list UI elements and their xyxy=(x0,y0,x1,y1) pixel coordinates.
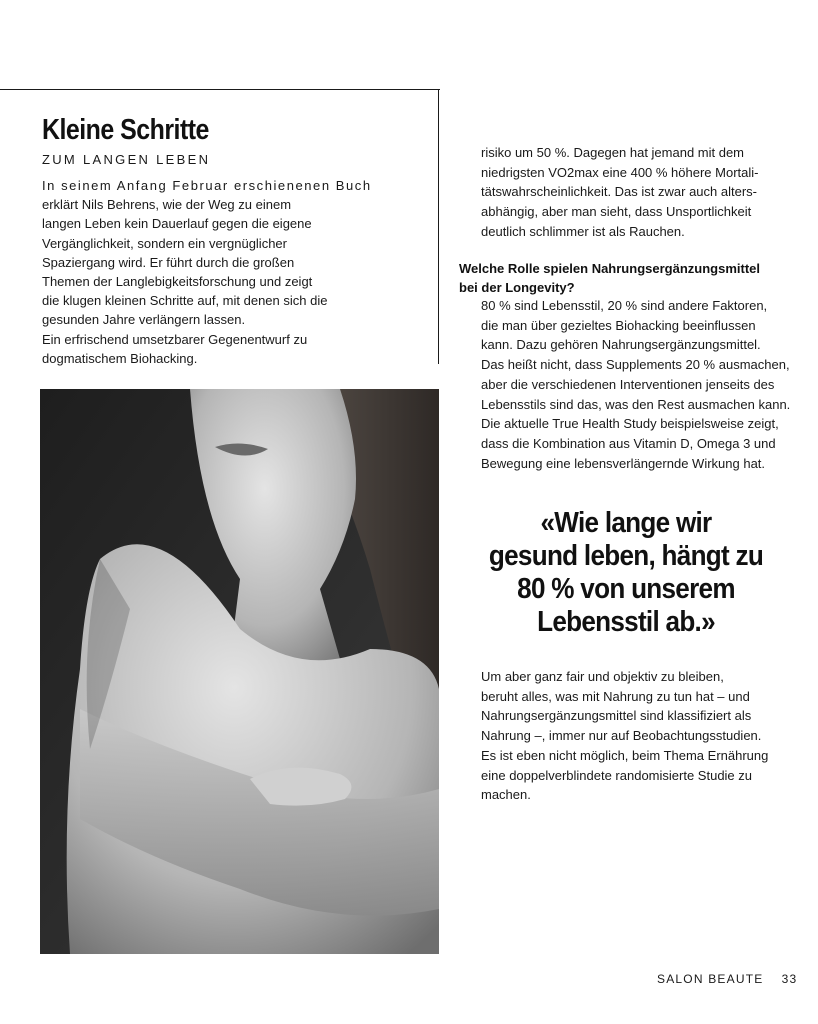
text-line: aber die verschiedenen Interventionen jenseits des xyxy=(481,376,775,392)
text-line: Um aber ganz fair und objektiv zu bleiben, xyxy=(481,669,724,684)
pull-quote-line: 80 % von unserem xyxy=(517,573,735,605)
pull-quote-line: Lebensstil ab.» xyxy=(537,606,715,638)
text-line: risiko um 50 %. Dagegen hat jemand mit dem xyxy=(481,145,745,160)
magazine-name: SALON BEAUTE xyxy=(657,972,764,986)
book-box-intro xyxy=(42,176,402,368)
box-side-rule xyxy=(438,89,439,364)
intro-line: erklärt Nils Behrens, wie der Weg zu einem xyxy=(42,197,292,213)
pull-quote xyxy=(446,507,806,639)
page-number: 33 xyxy=(781,972,798,986)
text-line: tätswahrscheinlichkeit. Das ist zwar auch alters- xyxy=(481,184,757,200)
woman-portrait-icon xyxy=(40,389,439,954)
page-footer xyxy=(657,972,797,986)
text-line: Nahrung –, immer nur auf Beobachtungsstudien. xyxy=(481,728,762,744)
text-line: abhängig, aber man sieht, dass Unsportlichkeit xyxy=(481,204,752,220)
text-line: Nahrungsergänzungsmittel sind klassifiziert als xyxy=(481,708,752,724)
book-box-title: Kleine Schritte xyxy=(42,114,209,146)
article-column-a xyxy=(481,143,811,242)
text-line: kann. Dazu gehören Nahrungsergänzungsmittel. xyxy=(481,337,761,353)
intro-line: die klugen kleinen Schritte auf, mit denen sich die xyxy=(42,293,328,309)
intro-line: gesunden Jahre verlängern lassen. xyxy=(42,312,246,328)
text-line: Das heißt nicht, dass Supplements 20 % ausmachen, xyxy=(481,357,790,373)
intro-line: Vergänglichkeit, sondern ein vergnüglicher xyxy=(42,235,287,251)
text-line: Die aktuelle True Health Study beispielsweise zeigt, xyxy=(481,416,779,432)
book-box-subtitle: ZUM LANGEN LEBEN xyxy=(42,152,211,167)
pull-quote-line: «Wie lange wir xyxy=(540,507,712,539)
pull-quote-line: gesund leben, hängt zu xyxy=(488,540,764,572)
text-line: dass die Kombination aus Vitamin D, Omega 3 und xyxy=(481,435,776,451)
intro-line: Themen der Langlebigkeitsforschung und zeigt xyxy=(42,274,313,290)
text-line: Es ist eben nicht möglich, beim Thema Ernährung xyxy=(481,747,769,763)
text-line: eine doppelverblindete randomisierte Studie zu xyxy=(481,767,753,783)
box-top-rule xyxy=(0,89,440,90)
intro-line: In seinem Anfang Februar erschienenen Buch xyxy=(42,178,372,193)
text-line: deutlich schlimmer ist als Rauchen. xyxy=(481,223,685,239)
question-line: bei der Longevity? xyxy=(459,280,575,296)
interview-question xyxy=(459,259,760,297)
intro-line: Spaziergang wird. Er führt durch die großen xyxy=(42,254,295,270)
text-line: Bewegung eine lebensverlängernde Wirkung hat. xyxy=(481,455,766,471)
text-line: beruht alles, was mit Nahrung zu tun hat – und xyxy=(481,688,750,704)
text-line: 80 % sind Lebensstil, 20 % sind andere Faktoren, xyxy=(481,298,768,313)
article-column-c xyxy=(481,667,811,805)
text-line: machen. xyxy=(481,787,531,803)
question-line: Welche Rolle spielen Nahrungsergänzungsmittel xyxy=(459,261,760,276)
text-line: niedrigsten VO2max eine 400 % höhere Mortali- xyxy=(481,164,759,180)
article-column-b xyxy=(481,296,811,473)
intro-line: Ein erfrischend umsetzbarer Gegenentwurf zu xyxy=(42,331,308,347)
intro-line: dogmatischem Biohacking. xyxy=(42,350,198,366)
text-line: die man über gezieltes Biohacking beeinflussen xyxy=(481,317,756,333)
intro-line: langen Leben kein Dauerlauf gegen die eigene xyxy=(42,216,312,232)
text-line: Lebensstils sind das, was den Rest ausmachen kann. xyxy=(481,396,791,412)
portrait-photo xyxy=(40,389,439,954)
